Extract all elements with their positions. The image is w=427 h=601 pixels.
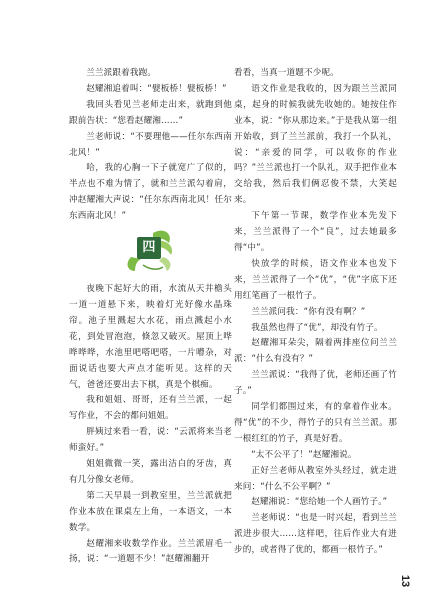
- paragraph: 快放学的时候，语文作业本也发下来，兰兰派得了一个“优”，“优”字底下还用红笔画了一根竹子。: [234, 258, 397, 301]
- paragraph: 哈，我的心胸一下子就宽广了似的，半点也不难为情了，就和兰兰派勾着肩，冲赵耀湘大声说：“任尔东西南北风！任尔东西南北风！”: [69, 163, 232, 222]
- section-number-badge: 四: [137, 237, 161, 259]
- paragraph: 姐姐微微一笑，露出洁白的牙齿，真有几分像女老师。: [69, 459, 232, 485]
- paragraph: 赵耀湘耳朵尖，隔着两排座位问兰兰派：“什么有没有？”: [234, 338, 397, 365]
- paragraph: 语文作业是我收的，因为跟兰兰派同桌，起身的时候我就先收她的。她按住作业本，说：“你从那边来。”于是我从第一组开始收，到了兰兰派前，我打一个队礼，说：“亲爱的同学，可以收你的作业吗？”兰兰派也打一个队礼，双手把作业本交给我，然后我们俩忍俊不禁，大笑起来。: [234, 83, 397, 206]
- section-badge: [69, 227, 232, 278]
- paragraph: “太不公平了！”赵耀湘说。: [251, 449, 357, 460]
- paragraph: 夜晚下起好大的雨，水流从天井檐头一道一道悬下来，映着灯光好像水晶珠帘。池子里溅起大水花，雨点溅起小水花，到处冒泡泡，倏忽又破灭。屋顶上哗哗哗哗，水池里吧嗒吧嗒，一片嘈杂，对面说话也要大声点才能听见。这样的天气，爸爸还要出去下棋，真是个棋痴。: [69, 284, 232, 390]
- paragraph: 下午第一节课，数学作业本先发下来，兰兰派得了一个“良”，过去她最多得“中”。: [234, 211, 397, 253]
- paragraph: 兰兰派跟着我跑。: [86, 68, 157, 78]
- paragraph: 赵耀湘说：“您给她一个人画竹子。”: [251, 497, 388, 508]
- paragraph: 看看，当真一道题不少呢。: [234, 68, 339, 78]
- paragraph: 我回头看见兰老师走出来，就跑到他跟前告状：“您看赵耀湘……”: [69, 99, 232, 126]
- paragraph: 正好兰老师从教室外头经过，就走进来问：“什么不公平啊？”: [234, 465, 397, 492]
- paragraph: 胖姨过来看一看，说：“云派将来当老师蛮好。”: [69, 427, 232, 454]
- paragraph: 兰兰派说：“我得了优，老师还画了竹子。”: [234, 370, 397, 397]
- paragraph: 赵耀湘追着叫：“甓板桥！甓板桥！”: [86, 83, 227, 94]
- right-column: [234, 66, 397, 559]
- paragraph: 我和姐姐、哥哥，还有兰兰派，一起写作业，不会的都问姐姐。: [69, 395, 232, 422]
- paragraph: 赵耀湘来收数学作业。兰兰派眉毛一扬，说：“一道题不少！”赵耀湘翻开: [69, 538, 232, 565]
- paragraph: 兰老师说：“也是一时兴起，看到兰兰派进步很大……这样吧，往后作业大有进步的，或者得了优的，都画一根竹子。”: [234, 513, 397, 556]
- paragraph: 同学们都围过来，有的拿着作业本。得“优”的不少，得竹子的只有兰兰派。那一根红红的竹子，真是好看。: [234, 402, 397, 444]
- left-column: [69, 66, 232, 568]
- paragraph: 我虽然也得了“优”，却没有竹子。: [251, 322, 383, 333]
- paragraph: 兰老师说：“不要理他——任尔东西南北风！”: [69, 131, 232, 158]
- paragraph: 兰兰派问我：“你有没有啊？”: [251, 306, 366, 317]
- paragraph: 第二天早晨一到教室里，兰兰派就把作业本放在课桌左上角，一本语文，一本数学。: [69, 490, 232, 533]
- page-number: 13: [398, 574, 411, 588]
